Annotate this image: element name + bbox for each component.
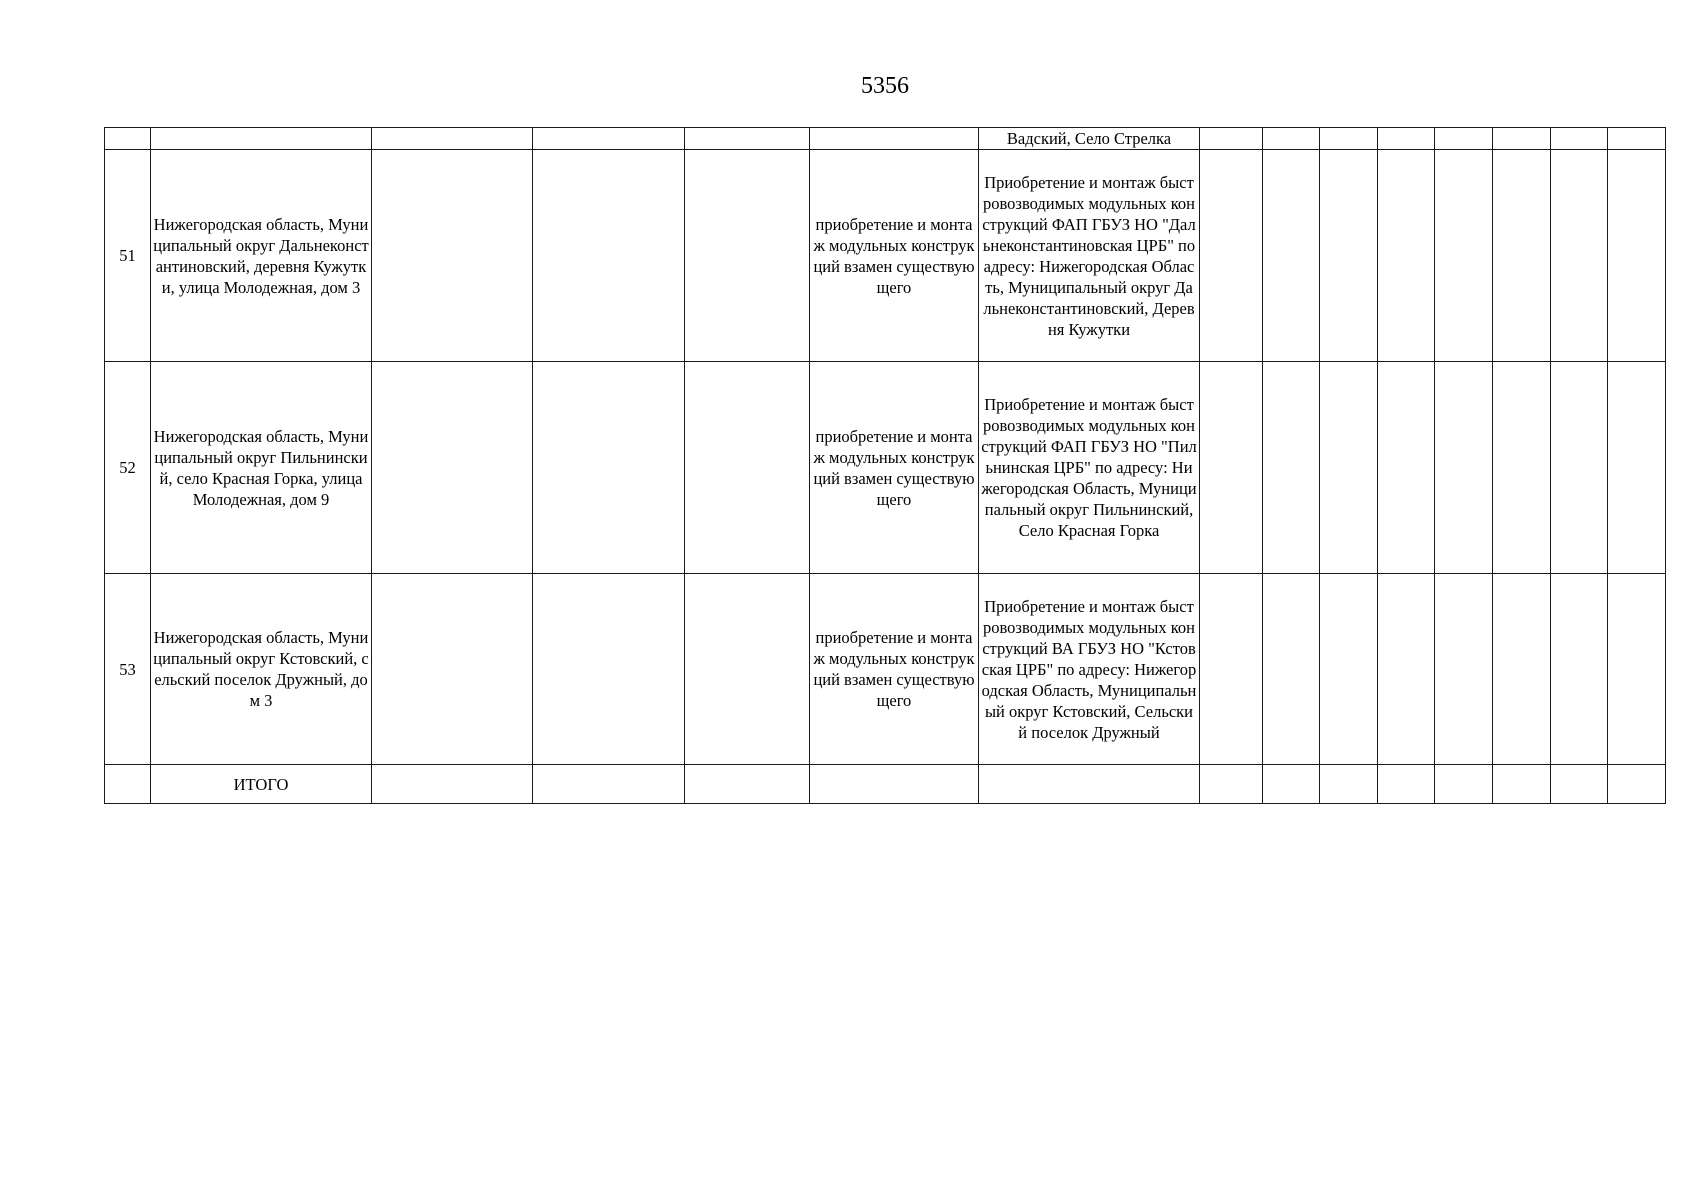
cell-empty (1493, 765, 1551, 804)
cell-empty (372, 128, 533, 150)
cell-empty (1551, 574, 1608, 765)
cell-num (105, 128, 151, 150)
cell-empty (979, 765, 1200, 804)
cell-empty (1320, 150, 1378, 362)
cell-empty (1263, 765, 1320, 804)
cell-empty (372, 765, 533, 804)
cell-empty (1493, 362, 1551, 574)
data-table (104, 127, 1666, 804)
cell-empty (1263, 128, 1320, 150)
cell-empty (685, 574, 810, 765)
cell-empty (533, 150, 685, 362)
cell-empty (1200, 150, 1263, 362)
cell-address: Нижегородская область, Муниципальный округ Дальнеконстантиновский, деревня Кужутки, улица Молодежная, дом 3 (151, 150, 372, 362)
cell-empty (1608, 150, 1666, 362)
cell-empty (1435, 362, 1493, 574)
cell-address: Нижегородская область, Муниципальный округ Кстовский, сельский поселок Дружный, дом 3 (151, 574, 372, 765)
table-row (105, 150, 1666, 362)
cell-num: 53 (105, 574, 151, 765)
cell-empty (1200, 128, 1263, 150)
cell-empty (1493, 128, 1551, 150)
cell-empty (533, 765, 685, 804)
table-row-continuation (105, 128, 1666, 150)
cell-empty (1200, 765, 1263, 804)
page-number: 5356 (861, 73, 909, 99)
cell-empty (533, 362, 685, 574)
cell-work (810, 128, 979, 150)
cell-address (151, 128, 372, 150)
cell-empty (685, 128, 810, 150)
cell-empty (685, 362, 810, 574)
cell-empty (372, 150, 533, 362)
cell-empty (810, 765, 979, 804)
cell-description: Приобретение и монтаж быстровозводимых модульных конструкций ФАП ГБУЗ НО "Дальнеконстантиновская ЦРБ" по адресу: Нижегородская Область, Муниципальный округ Дальнеконстантиновский, Деревня Кужутки (979, 150, 1200, 362)
cell-empty (685, 765, 810, 804)
cell-empty (1551, 765, 1608, 804)
cell-empty (1435, 574, 1493, 765)
cell-description: Приобретение и монтаж быстровозводимых модульных конструкций ФАП ГБУЗ НО "Пильнинская ЦРБ" по адресу: Нижегородская Область, Муниципальный округ Пильнинский, Село Красная Горка (979, 362, 1200, 574)
cell-empty (1378, 765, 1435, 804)
cell-empty (1493, 150, 1551, 362)
table-row (105, 574, 1666, 765)
cell-empty (1551, 150, 1608, 362)
cell-empty (1263, 574, 1320, 765)
cell-empty (1608, 362, 1666, 574)
cell-empty (1320, 362, 1378, 574)
cell-address: Нижегородская область, Муниципальный округ Пильнинский, село Красная Горка, улица Молодежная, дом 9 (151, 362, 372, 574)
cell-work: приобретение и монтаж модульных конструкций взамен существующего (810, 150, 979, 362)
cell-empty (1608, 765, 1666, 804)
cell-empty (1378, 128, 1435, 150)
table-row (105, 362, 1666, 574)
cell-num: 52 (105, 362, 151, 574)
cell-empty (533, 574, 685, 765)
cell-empty (1263, 150, 1320, 362)
cell-empty (533, 128, 685, 150)
cell-num: 51 (105, 150, 151, 362)
cell-empty (372, 362, 533, 574)
cell-work: приобретение и монтаж модульных конструкций взамен существующего (810, 574, 979, 765)
cell-empty (1320, 128, 1378, 150)
cell-empty (1435, 765, 1493, 804)
cell-empty (1608, 574, 1666, 765)
cell-empty (685, 150, 810, 362)
cell-empty (1435, 150, 1493, 362)
cell-empty (1378, 574, 1435, 765)
cell-empty (1320, 765, 1378, 804)
cell-empty (1435, 128, 1493, 150)
cell-empty (372, 574, 533, 765)
cell-work: приобретение и монтаж модульных конструкций взамен существующего (810, 362, 979, 574)
cell-empty (1378, 362, 1435, 574)
cell-empty (1608, 128, 1666, 150)
cell-empty (1493, 574, 1551, 765)
cell-empty (1200, 362, 1263, 574)
cell-empty (1551, 362, 1608, 574)
cell-empty (1320, 574, 1378, 765)
total-label: ИТОГО (151, 765, 372, 804)
table-row-total (105, 765, 1666, 804)
cell-empty (1263, 362, 1320, 574)
cell-description: Приобретение и монтаж быстровозводимых модульных конструкций ВА ГБУЗ НО "Кстовская ЦРБ" по адресу: Нижегородская Область, Муниципальный округ Кстовский, Сельский поселок Дружный (979, 574, 1200, 765)
cell-empty (1200, 574, 1263, 765)
cell-num (105, 765, 151, 804)
cell-empty (1378, 150, 1435, 362)
cell-empty (1551, 128, 1608, 150)
cell-description: Вадский, Село Стрелка (979, 128, 1200, 150)
